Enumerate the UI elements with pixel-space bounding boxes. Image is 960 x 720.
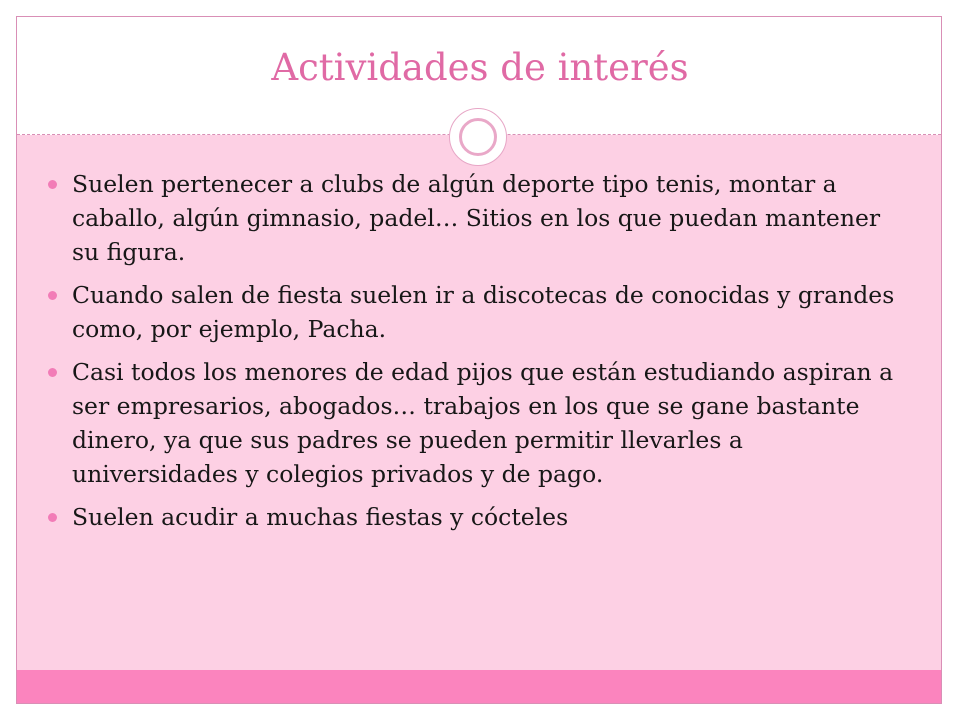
ring-inner [459, 118, 497, 156]
bullet-item [48, 167, 903, 269]
bullet-text: Suelen acudir a muchas fiestas y cócteles [72, 503, 569, 531]
bullet-dot-icon [48, 291, 57, 300]
bullet-text: Casi todos los menores de edad pijos que están estudiando aspiran a ser empresarios, abogados… trabajos en los que se gane bastante dinero, ya que sus padres se pueden permitir llevarles a universidades y colegios privados y de pago. [72, 358, 894, 488]
bullet-dot-icon [48, 368, 57, 377]
ring-ornament-icon [449, 108, 507, 166]
footer-band [17, 670, 941, 703]
bullet-list [48, 167, 903, 543]
bullet-dot-icon [48, 513, 57, 522]
bullet-text: Cuando salen de fiesta suelen ir a discotecas de conocidas y grandes como, por ejemplo, Pacha. [72, 281, 895, 343]
bullet-text: Suelen pertenecer a clubs de algún deporte tipo tenis, montar a caballo, algún gimnasio, padel… Sitios en los que puedan mantener su figura. [72, 170, 881, 266]
slide-title: Actividades de interés [271, 46, 689, 89]
bullet-item [48, 278, 903, 346]
bullet-dot-icon [48, 180, 57, 189]
bullet-item [48, 355, 903, 491]
bullet-item [48, 500, 903, 534]
